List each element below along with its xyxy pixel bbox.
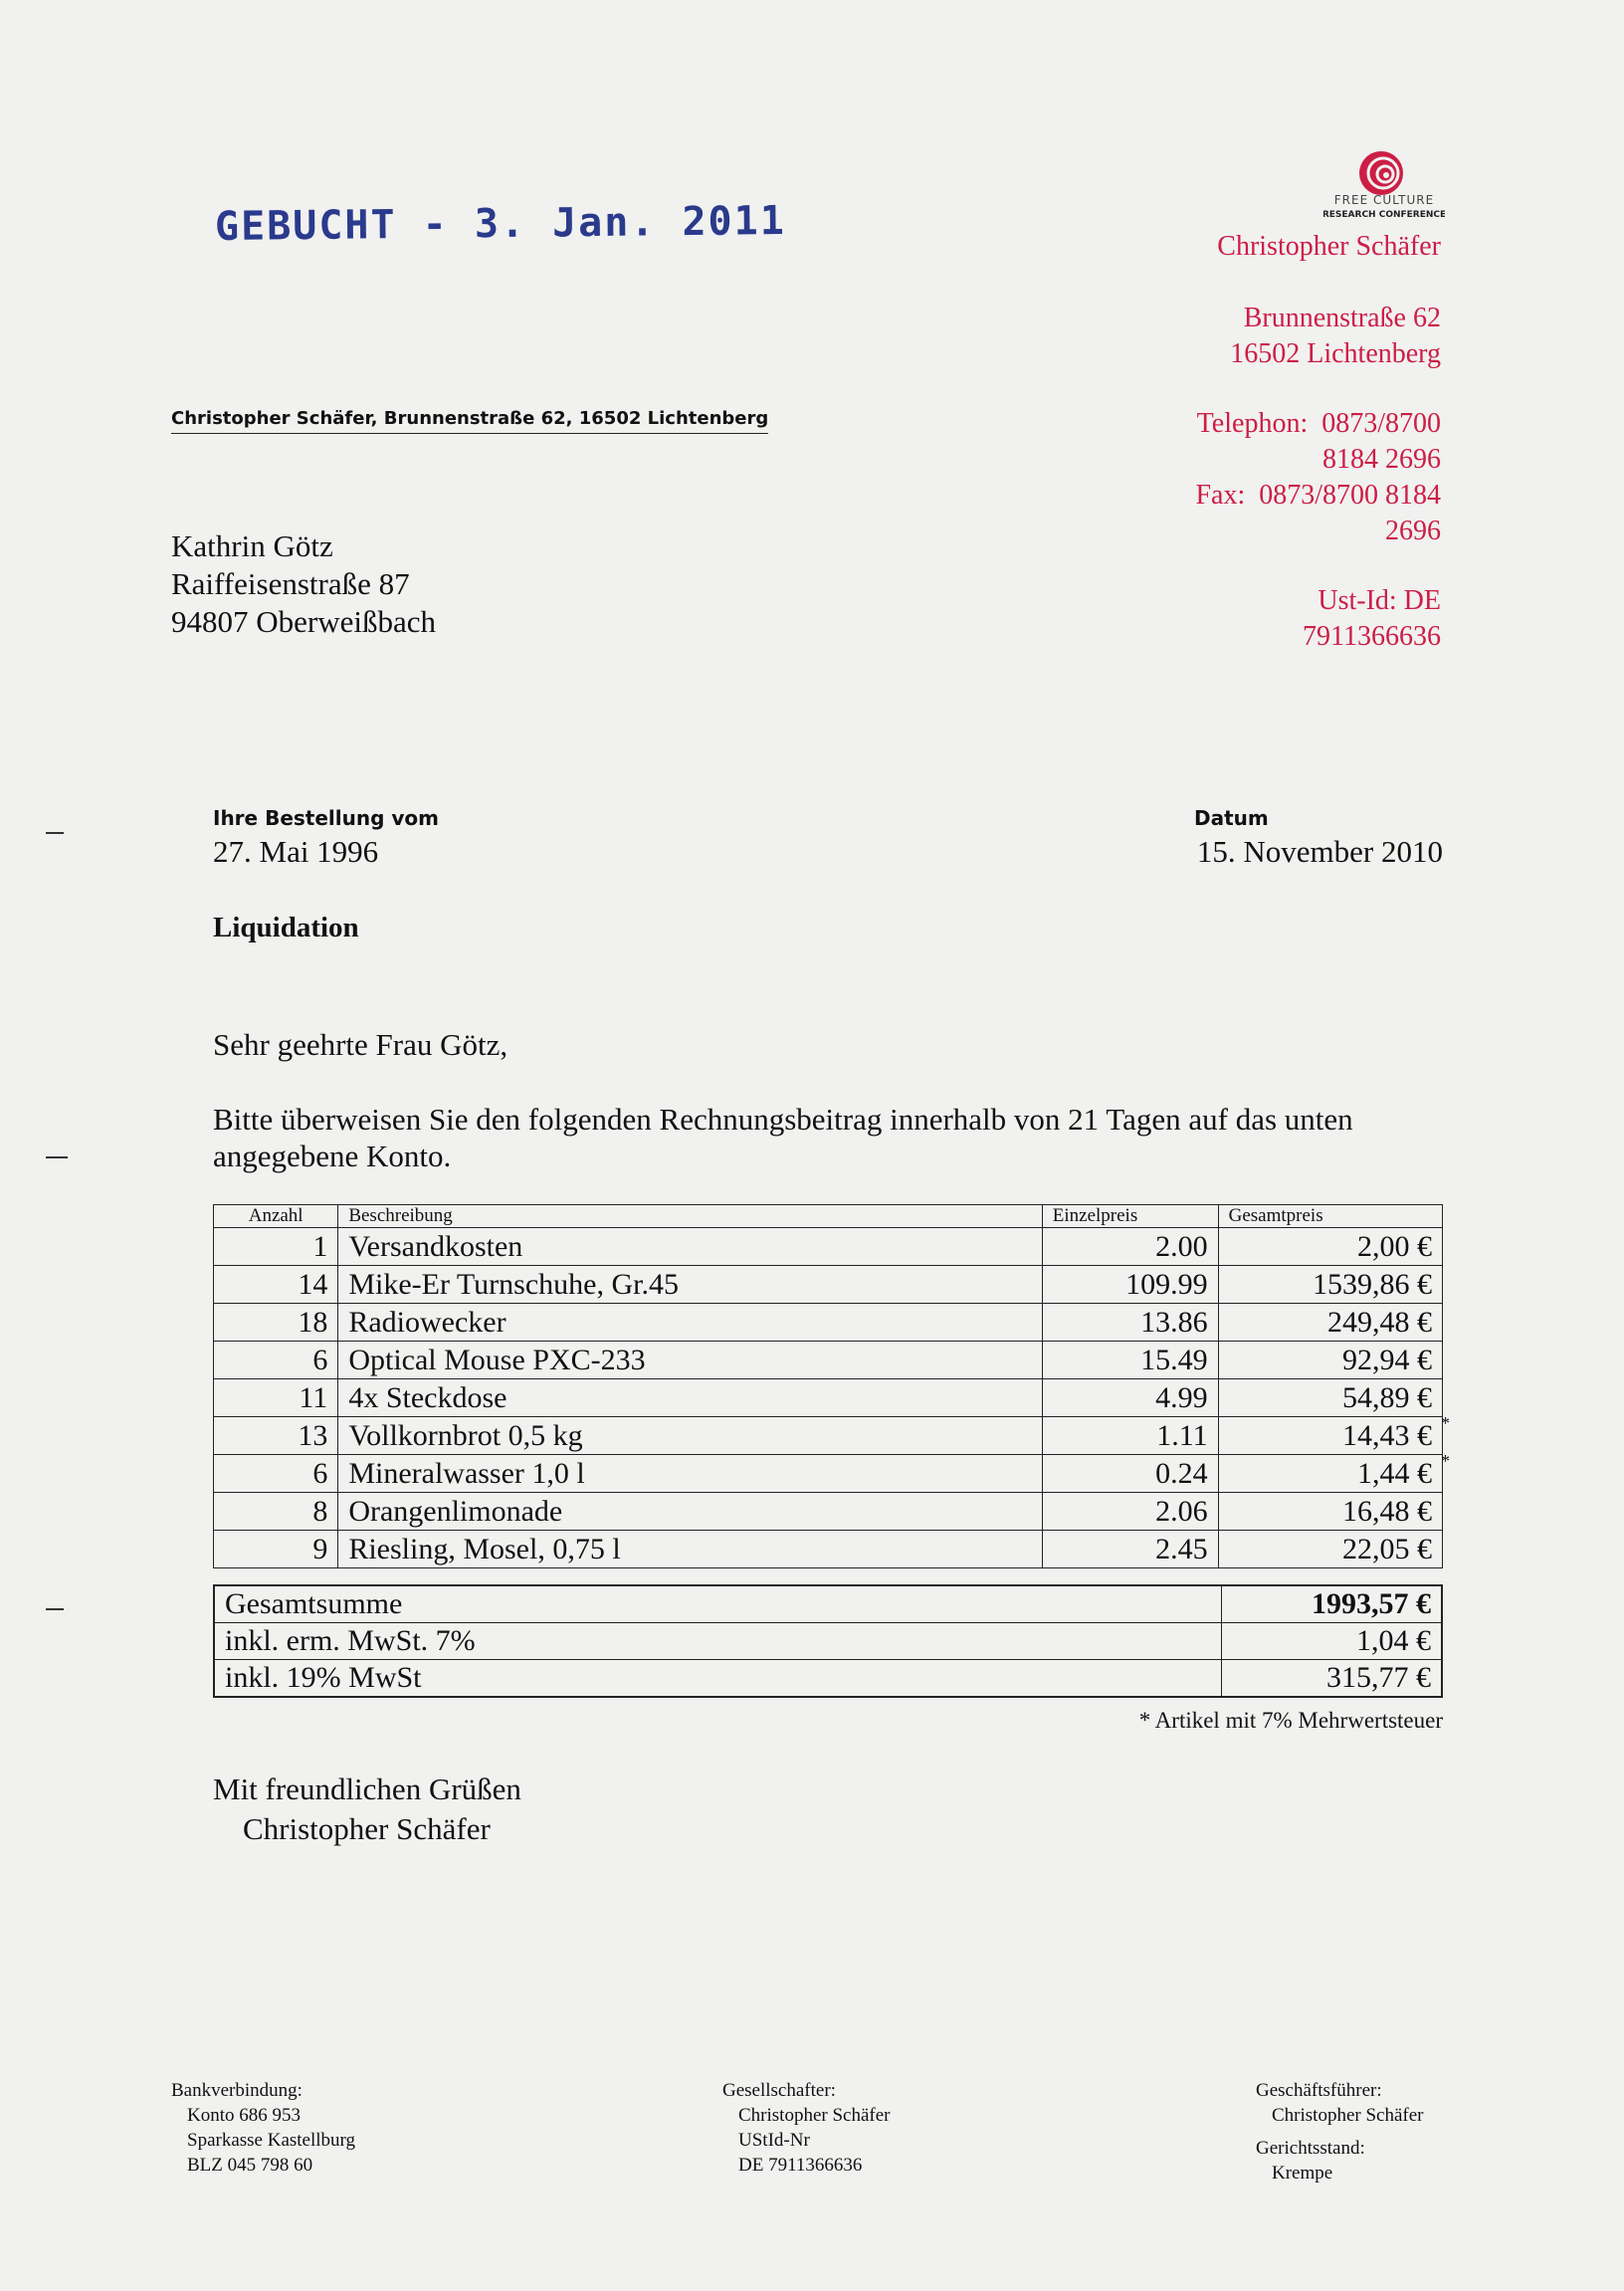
row-total-value: 1539,86 € bbox=[1313, 1268, 1432, 1301]
bank-title: Bankverbindung: bbox=[171, 2080, 303, 2101]
total-label: Gesamtsumme bbox=[214, 1585, 1222, 1623]
footer-management bbox=[1256, 2078, 1423, 2186]
sender-address bbox=[1230, 301, 1441, 372]
subject: Liquidation bbox=[213, 912, 359, 943]
total-row bbox=[214, 1585, 1442, 1623]
fold-mark bbox=[46, 1608, 64, 1610]
row-total-value: 249,48 € bbox=[1327, 1306, 1432, 1339]
footnote: * Artikel mit 7% Mehrwertsteuer bbox=[1138, 1708, 1443, 1733]
row-qty: 1 bbox=[214, 1228, 338, 1266]
row-description: Radiowecker bbox=[338, 1304, 1042, 1342]
court-title: Gerichtsstand: bbox=[1256, 2138, 1365, 2159]
row-qty: 14 bbox=[214, 1266, 338, 1304]
row-vat-marker: * bbox=[1441, 1451, 1450, 1471]
sender-city: 16502 Lichtenberg bbox=[1230, 338, 1441, 369]
row-description: Vollkornbrot 0,5 kg bbox=[338, 1417, 1042, 1455]
row-unit-price: 1.11 bbox=[1042, 1417, 1218, 1455]
bank-account: Konto 686 953 bbox=[187, 2105, 301, 2126]
row-qty: 11 bbox=[214, 1379, 338, 1417]
phone-label: Telephon: bbox=[1196, 408, 1309, 439]
row-total bbox=[1218, 1342, 1442, 1379]
salutation: Sehr geehrte Frau Götz, bbox=[213, 1027, 508, 1062]
header-unit-price: Einzelpreis bbox=[1042, 1205, 1218, 1228]
table-header-row bbox=[214, 1205, 1443, 1228]
fax-number-1: 0873/8700 8184 bbox=[1259, 480, 1441, 511]
vat7-label: inkl. erm. MwSt. 7% bbox=[214, 1623, 1222, 1660]
table-row bbox=[214, 1493, 1443, 1531]
manager-name: Christopher Schäfer bbox=[1272, 2105, 1424, 2126]
row-total bbox=[1218, 1531, 1442, 1568]
logo-text-bottom: RESEARCH CONFERENCE bbox=[1323, 210, 1445, 220]
row-qty: 13 bbox=[214, 1417, 338, 1455]
row-description: Riesling, Mosel, 0,75 l bbox=[338, 1531, 1042, 1568]
row-total bbox=[1218, 1304, 1442, 1342]
row-description: Mineralwasser 1,0 l bbox=[338, 1455, 1042, 1493]
table-row bbox=[214, 1304, 1443, 1342]
date-label: Datum bbox=[1194, 806, 1269, 830]
row-unit-price: 4.99 bbox=[1042, 1379, 1218, 1417]
sender-phone-line bbox=[1195, 406, 1441, 442]
row-description: Mike-Er Turnschuhe, Gr.45 bbox=[338, 1266, 1042, 1304]
row-unit-price: 2.00 bbox=[1042, 1228, 1218, 1266]
invoice-table bbox=[213, 1204, 1450, 1568]
table-row bbox=[214, 1342, 1443, 1379]
signature-name: Christopher Schäfer bbox=[243, 1811, 491, 1846]
header-total-price: Gesamtpreis bbox=[1218, 1205, 1442, 1228]
conference-logo bbox=[1323, 149, 1445, 221]
body-line: Bitte überweisen Sie den folgenden Rechnungsbeitrag innerhalb von 21 Tagen auf das unten bbox=[213, 1102, 1353, 1137]
row-qty: 6 bbox=[214, 1455, 338, 1493]
table-row bbox=[214, 1228, 1443, 1266]
partner-name: Christopher Schäfer bbox=[738, 2105, 891, 2126]
sender-street: Brunnenstraße 62 bbox=[1243, 303, 1441, 333]
row-qty: 8 bbox=[214, 1493, 338, 1531]
sender-fax-line bbox=[1195, 478, 1441, 514]
booked-stamp: GEBUCHT - 3. Jan. 2011 bbox=[214, 197, 787, 251]
table-row bbox=[214, 1266, 1443, 1304]
totals-table bbox=[213, 1584, 1443, 1698]
vat-label: Ust-Id: DE bbox=[1318, 585, 1441, 616]
row-total-value: 54,89 € bbox=[1342, 1381, 1432, 1414]
logo-text-top: FREE CULTURE bbox=[1333, 193, 1435, 207]
body-text bbox=[213, 1101, 1353, 1174]
fold-mark bbox=[46, 1156, 68, 1158]
row-qty: 6 bbox=[214, 1342, 338, 1379]
row-description: Orangenlimonade bbox=[338, 1493, 1042, 1531]
row-description: Versandkosten bbox=[338, 1228, 1042, 1266]
spiral-logo-icon bbox=[1323, 149, 1445, 221]
row-unit-price: 15.49 bbox=[1042, 1342, 1218, 1379]
bank-name: Sparkasse Kastellburg bbox=[187, 2130, 356, 2151]
vat7-row bbox=[214, 1623, 1442, 1660]
fax-number-2: 2696 bbox=[1385, 516, 1441, 546]
row-total bbox=[1218, 1493, 1442, 1531]
vat19-row bbox=[214, 1660, 1442, 1698]
row-total-value: 2,00 € bbox=[1357, 1230, 1432, 1263]
row-unit-price: 2.45 bbox=[1042, 1531, 1218, 1568]
footer-bank bbox=[171, 2078, 355, 2178]
closing: Mit freundlichen Grüßen bbox=[213, 1771, 521, 1806]
order-label: Ihre Bestellung vom bbox=[213, 806, 439, 830]
row-qty: 9 bbox=[214, 1531, 338, 1568]
vat-id-value: DE 7911366636 bbox=[738, 2155, 863, 2176]
fax-label: Fax: bbox=[1195, 480, 1246, 511]
row-total bbox=[1218, 1266, 1442, 1304]
recipient-address bbox=[171, 527, 436, 641]
court-value: Krempe bbox=[1272, 2163, 1333, 2184]
phone-number-2: 8184 2696 bbox=[1322, 444, 1441, 475]
partner-title: Gesellschafter: bbox=[722, 2080, 836, 2101]
row-unit-price: 2.06 bbox=[1042, 1493, 1218, 1531]
table-row bbox=[214, 1379, 1443, 1417]
recipient-name: Kathrin Götz bbox=[171, 528, 333, 563]
vat7-value: 1,04 € bbox=[1222, 1623, 1443, 1660]
table-row bbox=[214, 1455, 1443, 1493]
fold-mark bbox=[46, 832, 64, 834]
order-date: 27. Mai 1996 bbox=[213, 834, 379, 869]
row-total-value: 1,44 € bbox=[1357, 1457, 1432, 1490]
recipient-city: 94807 Oberweißbach bbox=[171, 604, 436, 639]
date-value: 15. November 2010 bbox=[1196, 834, 1443, 869]
sender-contact bbox=[1195, 406, 1441, 549]
row-total bbox=[1218, 1413, 1450, 1455]
table-row bbox=[214, 1531, 1443, 1568]
recipient-street: Raiffeisenstraße 87 bbox=[171, 566, 410, 601]
row-unit-price: 0.24 bbox=[1042, 1455, 1218, 1493]
row-description: 4x Steckdose bbox=[338, 1379, 1042, 1417]
row-total bbox=[1218, 1451, 1450, 1493]
row-total-value: 14,43 € bbox=[1342, 1419, 1432, 1452]
header-qty: Anzahl bbox=[214, 1205, 338, 1228]
invoice-rows bbox=[214, 1228, 1450, 1568]
bank-code: BLZ 045 798 60 bbox=[187, 2155, 313, 2176]
row-description: Optical Mouse PXC-233 bbox=[338, 1342, 1042, 1379]
manager-title: Geschäftsführer: bbox=[1256, 2080, 1382, 2101]
return-address: Christopher Schäfer, Brunnenstraße 62, 16502 Lichtenberg bbox=[171, 408, 768, 434]
row-qty: 18 bbox=[214, 1304, 338, 1342]
sender-name: Christopher Schäfer bbox=[1217, 231, 1441, 262]
row-unit-price: 109.99 bbox=[1042, 1266, 1218, 1304]
row-total-value: 92,94 € bbox=[1342, 1344, 1432, 1376]
vat19-label: inkl. 19% MwSt bbox=[225, 1661, 422, 1694]
row-vat-marker: * bbox=[1441, 1413, 1450, 1433]
phone-number-1: 0873/8700 bbox=[1321, 408, 1441, 439]
row-total-value: 22,05 € bbox=[1342, 1533, 1432, 1565]
vat-number: 7911366636 bbox=[1303, 621, 1441, 652]
footer-partner bbox=[722, 2078, 890, 2178]
row-total bbox=[1218, 1379, 1442, 1417]
total-value: 1993,57 € bbox=[1222, 1585, 1443, 1623]
sender-vat bbox=[1303, 583, 1441, 655]
header-description: Beschreibung bbox=[338, 1205, 1042, 1228]
body-line: angegebene Konto. bbox=[213, 1139, 452, 1173]
table-row bbox=[214, 1417, 1443, 1455]
vat-id-title: UStId-Nr bbox=[738, 2130, 810, 2151]
row-total-value: 16,48 € bbox=[1342, 1495, 1432, 1528]
row-unit-price: 13.86 bbox=[1042, 1304, 1218, 1342]
vat19-value: 315,77 € bbox=[1222, 1660, 1443, 1698]
row-total bbox=[1218, 1228, 1442, 1266]
